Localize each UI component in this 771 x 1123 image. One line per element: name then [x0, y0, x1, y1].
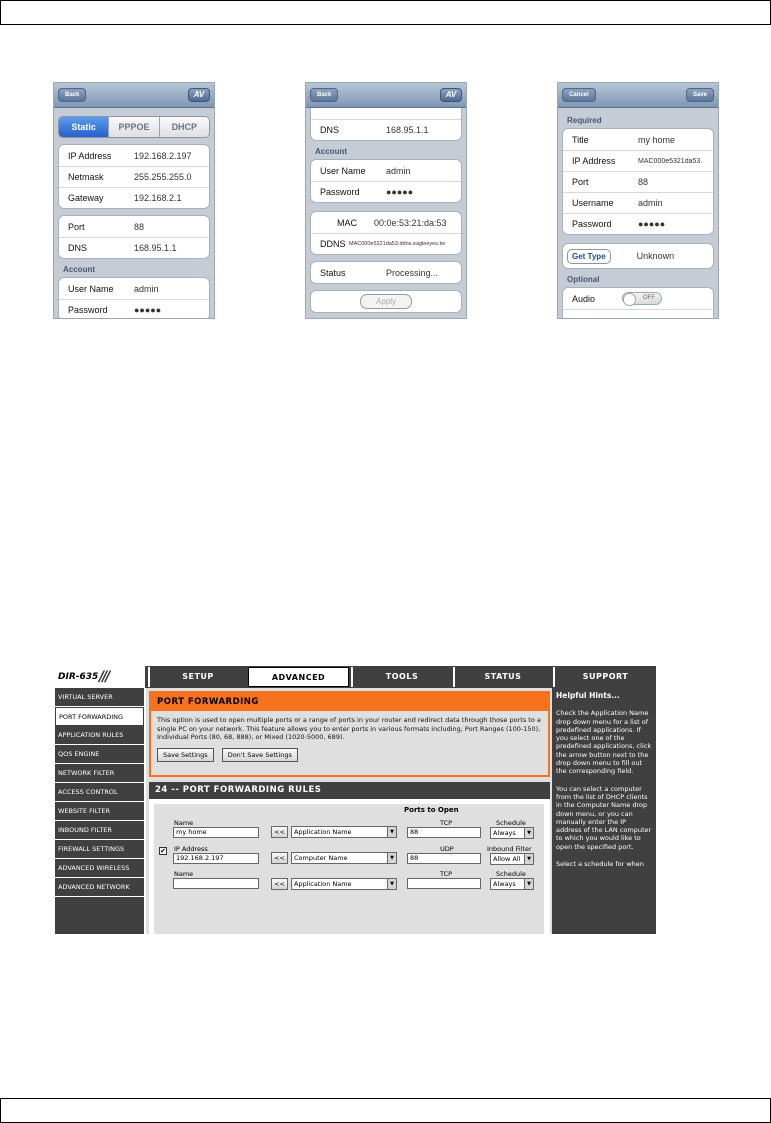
port-forwarding-title: PORT FORWARDING [151, 693, 548, 711]
row-label: Port [572, 177, 589, 187]
row-value: 192.168.2.1 [134, 193, 182, 203]
row-label: IP Address [68, 150, 112, 161]
sidebar-item-access-control[interactable]: ACCESS CONTROL [55, 783, 144, 802]
row-value: 88 [638, 177, 649, 187]
row-value: ●●●●● [386, 187, 414, 197]
row-label: Password [572, 219, 612, 229]
sidebar-item-application-rules[interactable]: APPLICATION RULES [55, 726, 144, 745]
cancel-button[interactable]: Cancel [562, 88, 596, 102]
router-sidebar [53, 688, 146, 934]
inbound-filter-label: Inbound Filter [487, 845, 532, 853]
dns-row[interactable] [311, 119, 461, 140]
sidebar-item-port-forwarding[interactable]: PORT FORWARDING [55, 707, 144, 726]
account-group [58, 277, 210, 319]
rules-table [154, 804, 544, 934]
required-group [562, 128, 714, 235]
type-group [562, 243, 714, 269]
row-value: 192.168.2.197 [134, 150, 192, 161]
back-button[interactable]: Back [58, 88, 86, 102]
udp-port-input[interactable]: 88 [407, 853, 481, 864]
row-value: ●●●●● [638, 219, 666, 229]
name-label: Name [174, 819, 194, 827]
status-group [310, 261, 462, 284]
dns-group [310, 106, 462, 141]
account-section-header: Account [63, 265, 95, 274]
select-value: Application Name [294, 828, 352, 836]
password-row[interactable] [563, 213, 713, 234]
connection-type-segmented-control[interactable] [58, 116, 210, 138]
chevron-down-icon: ▼ [387, 853, 396, 863]
row-label: Status [320, 267, 346, 278]
schedule-select[interactable] [490, 827, 534, 839]
router-model-logo [53, 666, 146, 688]
chevron-down-icon: ▼ [387, 879, 396, 889]
sidebar-item-advanced-network[interactable]: ADVANCED NETWORK [55, 878, 144, 897]
application-name-select[interactable] [291, 826, 397, 838]
tcp-label: TCP [440, 870, 453, 878]
computer-name-select[interactable] [291, 852, 397, 864]
select-value: Always [493, 880, 516, 888]
row-value: 255.255.255.0 [134, 172, 192, 182]
application-name-select-row2[interactable] [291, 878, 397, 890]
clipped-row [563, 309, 713, 319]
schedule-label: Schedule [496, 870, 526, 878]
row-label: Password [68, 305, 108, 315]
netmask-row[interactable] [59, 166, 209, 187]
select-value: Always [493, 829, 516, 837]
row-value: 168.95.1.1 [386, 125, 429, 135]
tab-status[interactable]: STATUS [453, 667, 551, 687]
mac-row [311, 212, 461, 233]
row-label: Password [320, 187, 360, 197]
row-value: 168.95.1.1 [134, 243, 177, 253]
row-label: User Name [68, 283, 114, 294]
ip-address-row[interactable] [59, 145, 209, 166]
segment-static[interactable]: Static [59, 117, 108, 137]
row-label: Audio [572, 293, 596, 304]
optional-group [562, 287, 714, 319]
chevron-down-icon: ▼ [524, 828, 533, 838]
sidebar-item-inbound-filter[interactable]: INBOUND FILTER [55, 821, 144, 840]
fill-computer-button[interactable]: << [271, 852, 288, 864]
select-value: Allow All [493, 855, 521, 863]
row-value: admin [638, 198, 663, 208]
row-label: DNS [68, 243, 88, 253]
top-nav [53, 666, 656, 688]
model-name: DIR-635 [58, 672, 99, 682]
row-value: ●●●●● [134, 305, 162, 315]
account-section-header: Account [315, 147, 347, 156]
app-logo-icon: AV [188, 88, 210, 102]
type-value: Unknown [636, 251, 675, 261]
username-row[interactable] [311, 160, 461, 181]
ip-settings-group [58, 144, 210, 209]
fill-application-button[interactable]: << [271, 826, 288, 838]
ip-address-input[interactable]: 192.168.2.197 [173, 853, 259, 864]
title-row[interactable] [563, 129, 713, 150]
dont-save-settings-button[interactable]: Don't Save Settings [222, 748, 298, 762]
row-label: Port [68, 221, 85, 232]
rules-title: 24 -- PORT FORWARDING RULES [149, 782, 550, 799]
name-input-row2[interactable] [173, 878, 259, 889]
hints-title: Helpful Hints... [556, 691, 620, 700]
tcp-port-input-row2[interactable] [407, 878, 481, 889]
chevron-down-icon: ▼ [524, 854, 533, 864]
username-row[interactable] [59, 278, 209, 299]
page-footer-box [0, 1098, 771, 1123]
status-row [311, 262, 461, 283]
back-button[interactable]: Back [310, 88, 338, 102]
ip-address-label: IP Address [174, 845, 208, 853]
row-label: DDNS [320, 239, 346, 249]
apply-group [310, 290, 462, 313]
segment-pppoe[interactable]: PPPOE [108, 117, 158, 137]
nav-bar [306, 83, 466, 108]
select-value: Computer Name [294, 854, 348, 862]
udp-label: UDP [440, 845, 454, 853]
sidebar-item-network-filter[interactable]: NETWORK FILTER [55, 764, 144, 783]
row-value: 88 [134, 221, 145, 232]
sidebar-filler [55, 897, 144, 934]
password-row[interactable] [311, 181, 461, 202]
audio-toggle[interactable]: OFF [622, 292, 662, 305]
chevron-down-icon: ▼ [387, 827, 396, 837]
app-logo-icon: AV [440, 88, 462, 102]
row-value: Processing... [386, 267, 439, 278]
row-label: Netmask [68, 172, 104, 182]
phone-screenshot-network [53, 82, 215, 319]
ip-address-row[interactable] [563, 150, 713, 171]
password-row[interactable] [59, 299, 209, 319]
sidebar-item-qos-engine[interactable]: QOS ENGINE [55, 745, 144, 764]
port-row[interactable] [563, 171, 713, 192]
dns-row[interactable] [59, 237, 209, 258]
select-value: Application Name [294, 880, 352, 888]
row-label: IP Address [572, 156, 616, 166]
ports-to-open-header: Ports to Open [404, 806, 459, 814]
page-header-box [0, 0, 771, 25]
tab-setup[interactable]: SETUP [148, 667, 246, 687]
apply-button[interactable]: Apply [360, 294, 412, 309]
nav-bar [54, 83, 214, 108]
helpful-hints-panel [552, 688, 656, 934]
row-value: admin [134, 283, 159, 294]
row-value: 00:0e:53:21:da:53 [374, 217, 447, 228]
save-button[interactable]: Save [686, 88, 714, 102]
chevron-down-icon: ▼ [524, 879, 533, 889]
port-forwarding-description: This option is used to open multiple ports or a range of ports in your router and redirect data through those ports to a single PC on your network. This feature allows you to enter ports in various formats including, Port Ranges (100-150), Individual Ports (80, 68, 888), or Mixed (1020-5000, 689). [157, 716, 541, 741]
hint-paragraph: You can select a computer from the list of DHCP clients in the Computer Name drop down menu, or you can manually enter the IP address of the LAN computer to which you would like to open the specified port. [556, 784, 652, 851]
port-forwarding-panel [149, 691, 550, 777]
row-label: DNS [320, 125, 340, 135]
tcp-port-input[interactable]: 88 [407, 827, 481, 838]
tab-tools[interactable]: TOOLS [351, 667, 451, 687]
required-section-header: Required [567, 116, 602, 125]
sidebar-item-firewall-settings[interactable]: FIREWALL SETTINGS [55, 840, 144, 859]
schedule-label: Schedule [496, 819, 526, 827]
phone-screenshot-status [305, 82, 467, 319]
gateway-row[interactable] [59, 187, 209, 208]
phone-screenshot-add-device [557, 82, 719, 319]
hint-paragraph: Select a schedule for when [556, 860, 644, 869]
nav-bar [558, 83, 718, 108]
get-type-button[interactable]: Get Type [567, 249, 611, 264]
port-row[interactable] [59, 216, 209, 237]
name-input[interactable]: my home [173, 827, 259, 838]
tcp-label: TCP [440, 819, 453, 827]
row-label: Username [572, 198, 614, 208]
optional-section-header: Optional [567, 275, 600, 284]
row-value: MAC000e5321da53. [638, 157, 703, 165]
name-label: Name [174, 870, 194, 878]
hint-paragraph: Check the Application Name drop down menu for a list of predefined applications. If you select one of the predefined applications, click the arrow button next to the drop down menu to fill out the corresponding field. [556, 709, 652, 776]
row-label: MAC [337, 217, 357, 228]
logo-slashes-icon: /// [99, 669, 109, 685]
router-main-content [146, 688, 552, 934]
row-value: MAC000e5321da53.ddns.eagleeyes.tw [349, 241, 446, 247]
router-port-forwarding-screenshot [53, 666, 656, 934]
ddns-row [311, 233, 461, 254]
schedule-select-row2[interactable] [490, 878, 534, 890]
tab-support[interactable]: SUPPORT [553, 667, 656, 687]
tab-advanced[interactable]: ADVANCED [248, 667, 349, 687]
sidebar-item-virtual-server[interactable]: VIRTUAL SERVER [55, 688, 144, 707]
rule-enable-checkbox[interactable]: ✔ [160, 847, 166, 855]
row-label: Gateway [68, 193, 104, 203]
segment-dhcp[interactable]: DHCP [159, 117, 209, 137]
row-value: my home [638, 134, 676, 145]
save-settings-button[interactable]: Save Settings [157, 748, 214, 762]
mac-ddns-group [310, 211, 462, 255]
row-value: admin [386, 165, 411, 176]
username-row[interactable] [563, 192, 713, 213]
sidebar-item-website-filter[interactable]: WEBSITE FILTER [55, 802, 144, 821]
type-row [563, 244, 713, 268]
port-dns-group [58, 215, 210, 259]
fill-application-button-row2[interactable]: << [271, 878, 288, 890]
clipped-row [311, 107, 461, 119]
settings-buttons [151, 742, 548, 762]
sidebar-item-advanced-wireless[interactable]: ADVANCED WIRELESS [55, 859, 144, 878]
port-forwarding-rules-panel [149, 782, 550, 934]
account-group [310, 159, 462, 203]
row-label: Title [572, 134, 589, 145]
audio-row [563, 288, 713, 309]
row-label: User Name [320, 165, 366, 176]
inbound-filter-select[interactable] [490, 853, 534, 865]
